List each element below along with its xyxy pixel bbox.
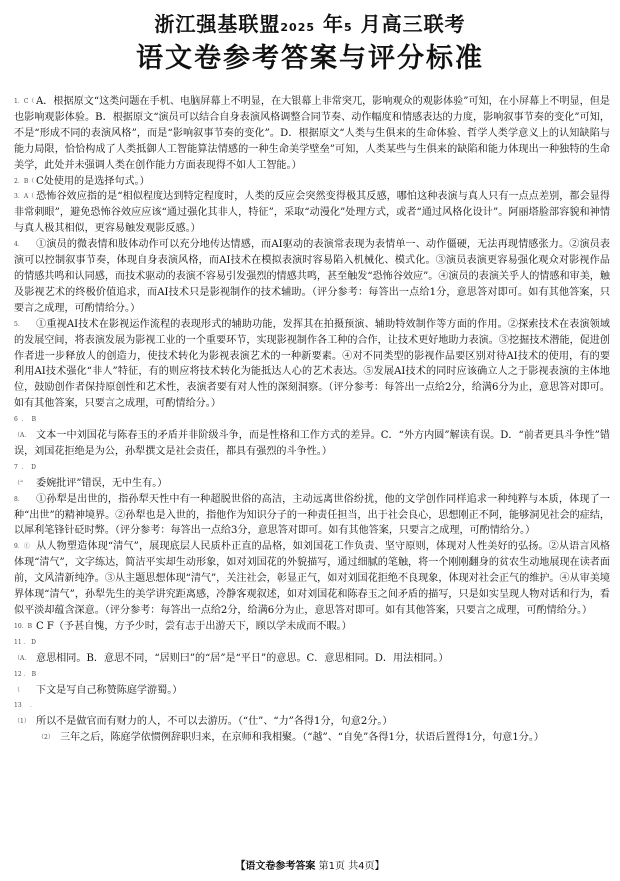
item-text: 恐怖谷效应指的是“相似程度达到特定程度时，人类的反应会突然变得极其反感，哪怕这种表演与真人只有一点点差别，都会显得非常刺眼”，避免恐怖谷效应应该“通过强化其非人，特征”，采取“动漫化”处理方式，或者“通过风格化设计”。阿丽塔脸部容貌和神情与真人极其相似，更容易触发观影反感。） [14, 191, 610, 235]
answer-list [14, 94, 610, 746]
answer-item-5 [14, 317, 610, 412]
answer-item-12 [14, 667, 610, 699]
answer-item-11 [14, 635, 610, 667]
answer-item-2 [14, 174, 610, 190]
header-part-b: 年 [322, 12, 344, 36]
answer-item-9 [14, 539, 610, 619]
footer-page: 第1页 [318, 861, 345, 872]
answer-item-1 [14, 94, 610, 174]
item-number: 1．C（ [14, 98, 35, 105]
answer-item-7 [14, 460, 610, 492]
item-text: 从人物塑造体现“清气”，展现底层人民质朴正直的品格，如刘国花工作负责、坚守原则，体现对人性美好的弘扬。②从语言风格体现“清气”，文字练达，简洁平实却生动形象，如对刘国花的外貌描写，通过细腻的笔触，将一个刚刚翻身的贫农生动地展现在读者面前，文风清新纯净。③从主题思想体现“清气”，关注社会，彰显正气，如对刘国花拒绝不良现象，体现对社会正气的维护。④从审美境界体现“清气”，孙犁先生的美学讲究距离感，冷静客观叙述，如对刘国花和陈春玉之间矛盾的描写，只是如实呈现人物对话和行为，看似平淡却蕴含深意。（评分参考：每答出一点给2分，给满6分为止，意思答对即可。如有其他答案，只要言之成理，可酌情给分。） [14, 541, 610, 616]
item-number: 7．D（“ [14, 463, 36, 487]
item-text: 下文是写自己称赞陈庭学游蜀。） [36, 684, 183, 696]
item-number: 3．A（ [14, 193, 35, 201]
answer-item-13-1 [14, 698, 610, 730]
item-text: C处使用的是选择句式。） [36, 175, 150, 187]
item-text: 意思相同。B．意思不同，“居则曰”的“居”是“平日”的意思。C．意思相同。D．用法相同。） [36, 652, 449, 664]
footer-total: 共4页】 [348, 861, 385, 872]
answer-item-8 [14, 492, 610, 540]
item-text: 文本一中刘国花与陈春玉的矛盾并非阶级斗争，而是性格和工作方式的差异。C．“外方内圆”解读有误。D．“前者更具斗争性”错误，刘国花拒绝是为公，孙犁撰文是社会责任，都具有强烈的斗争性。） [14, 430, 610, 457]
answer-item-6 [14, 412, 610, 460]
exam-header-title [0, 8, 620, 37]
item-number: 8． [14, 495, 24, 503]
item-number: 13．（1） [14, 702, 36, 726]
header-part-a: 浙江强基联盟 [154, 12, 281, 36]
item-number: 10．B [14, 622, 33, 630]
item-text: 所以不是做官而有财力的人，不可以去游历。（“仕”、“力”各得1分，句意2分。） [36, 716, 393, 728]
item-number: 2．B（ [14, 177, 35, 185]
answer-item-13-2 [14, 730, 610, 746]
header-year: 2025 [280, 21, 316, 34]
item-text: A．根据原文“这类问题在手机、电脑屏幕上不明显，在大银幕上非常突兀，影响观众的观影体验”可知，在小屏幕上不明显，但是也影响观影体验。B．根据原文“演员可以结合自身表演风格调整合同节奏、动作幅度和情感表达的力度，影响叙事节奏的变化”可知，不是“形成不同的表演风格”，而是“影响叙事节奏的变化”。D．根据原文“人类与生俱来的生命体验、哲学人类学意义上的认知缺陷与能力局限，恰恰构成了人类抵御人工智能算法情感的一种生命美学壁垒”可知，人类某些与生俱来的缺陷和能力体现出一种独特的生命美学，此处并未强调人类在创作能力方面表现得不如人工智能。） [14, 96, 610, 171]
item-text: 委婉批评”错误，无中生有。） [36, 477, 168, 489]
page-title: 语文卷参考答案与评分标准 [136, 43, 484, 74]
page-footer [0, 857, 620, 872]
item-text: 三年之后，陈庭学依惯例辞职归来，在京师和我相聚。（“越”、“自免”各得1分，状语后置得1分，句意1分。） [60, 732, 545, 744]
item-text: ①孙犁是出世的，指孙犁天性中有一种超脱世俗的高洁，主动远离世俗纷扰，他的文学创作同样追求一种纯粹与本质，体现了一种“出世”的精神境界。②孙犁也是入世的，指他作为知识分子的一种责任担当，出于社会良心，思想刚正不阿，能够洞见社会的症结，以犀利笔锋针砭时弊。（评分参考：每答出一点给3分，意思答对即可。如有其他答案，只要言之成理，可酌情给分。） [14, 493, 610, 537]
item-text: C F（予甚自愧，方予少时，尝有志于出游天下，顾以学未成而不暇。） [36, 620, 352, 632]
item-number: 9．① [14, 543, 30, 551]
answer-item-10 [14, 619, 610, 635]
answer-item-3 [14, 189, 610, 237]
item-number: 5． [14, 320, 24, 328]
item-number: （2） [38, 734, 54, 742]
footer-label: 【语文卷参考答案 [235, 861, 316, 872]
item-text: ①演员的微表情和肢体动作可以充分地传达情感，而AI驱动的表演常表现为表情单一、动作僵硬，无法再现情感张力。②演员表演可以控制叙事节奏，体现自身表演风格，而AI技术在模拟表演时容易陷入机械化、模式化。③演员表演更容易强化观众对影视作品的情感共鸣和认同感，而技术驱动的表演不容易引发强烈的情感共鸣，甚至触发“恐怖谷效应”。④演员的表演关乎人的情感和审美，触及影视艺术的终极价值追求，而AI技术只是影视制作的技术辅助。（评分参考：每答出一点给1分，意思答对即可。如有其他答案，只要言之成理，可酌情给分。） [14, 239, 610, 314]
header-part-c: 月高三联考 [360, 12, 466, 36]
item-number: 6．B（A． [14, 416, 36, 440]
header-month: 5 [343, 21, 353, 34]
item-number: 11．D（A． [14, 638, 36, 662]
item-number: 12．B（ [14, 670, 36, 694]
item-text: ①重视AI技术在影视运作流程的表现形式的辅助功能，发挥其在拍摄预演、辅助特效制作等方面的作用。②探索技术在表演领域的发展空间，将表演发展为影视工业的一个重要环节，实现影视制作各工种的合作，让技术更好地助力表演。③挖掘技术潜能，促进创作者进一步释放人的创造力，使技术转化为影视表演艺术的一种新要素。④对不同类型的影视作品要区别对待AI技术的使用，有的要利用AI技术强化“非人”特征，有的则应将技术转化为能抵达人心的艺术表达。⑤发展AI技术的同时应该确立人之于影视表演的主体地位，鼓励创作者保持原创性和艺术性，表演者要有对人性的深刻洞察。（评分参考：每答出一点给2分，给满6分为止，意思答对即可。如有其他答案，只要言之成理，可酌情给分。） [14, 318, 610, 410]
item-number: 4． [14, 241, 24, 249]
answer-item-4 [14, 237, 610, 317]
